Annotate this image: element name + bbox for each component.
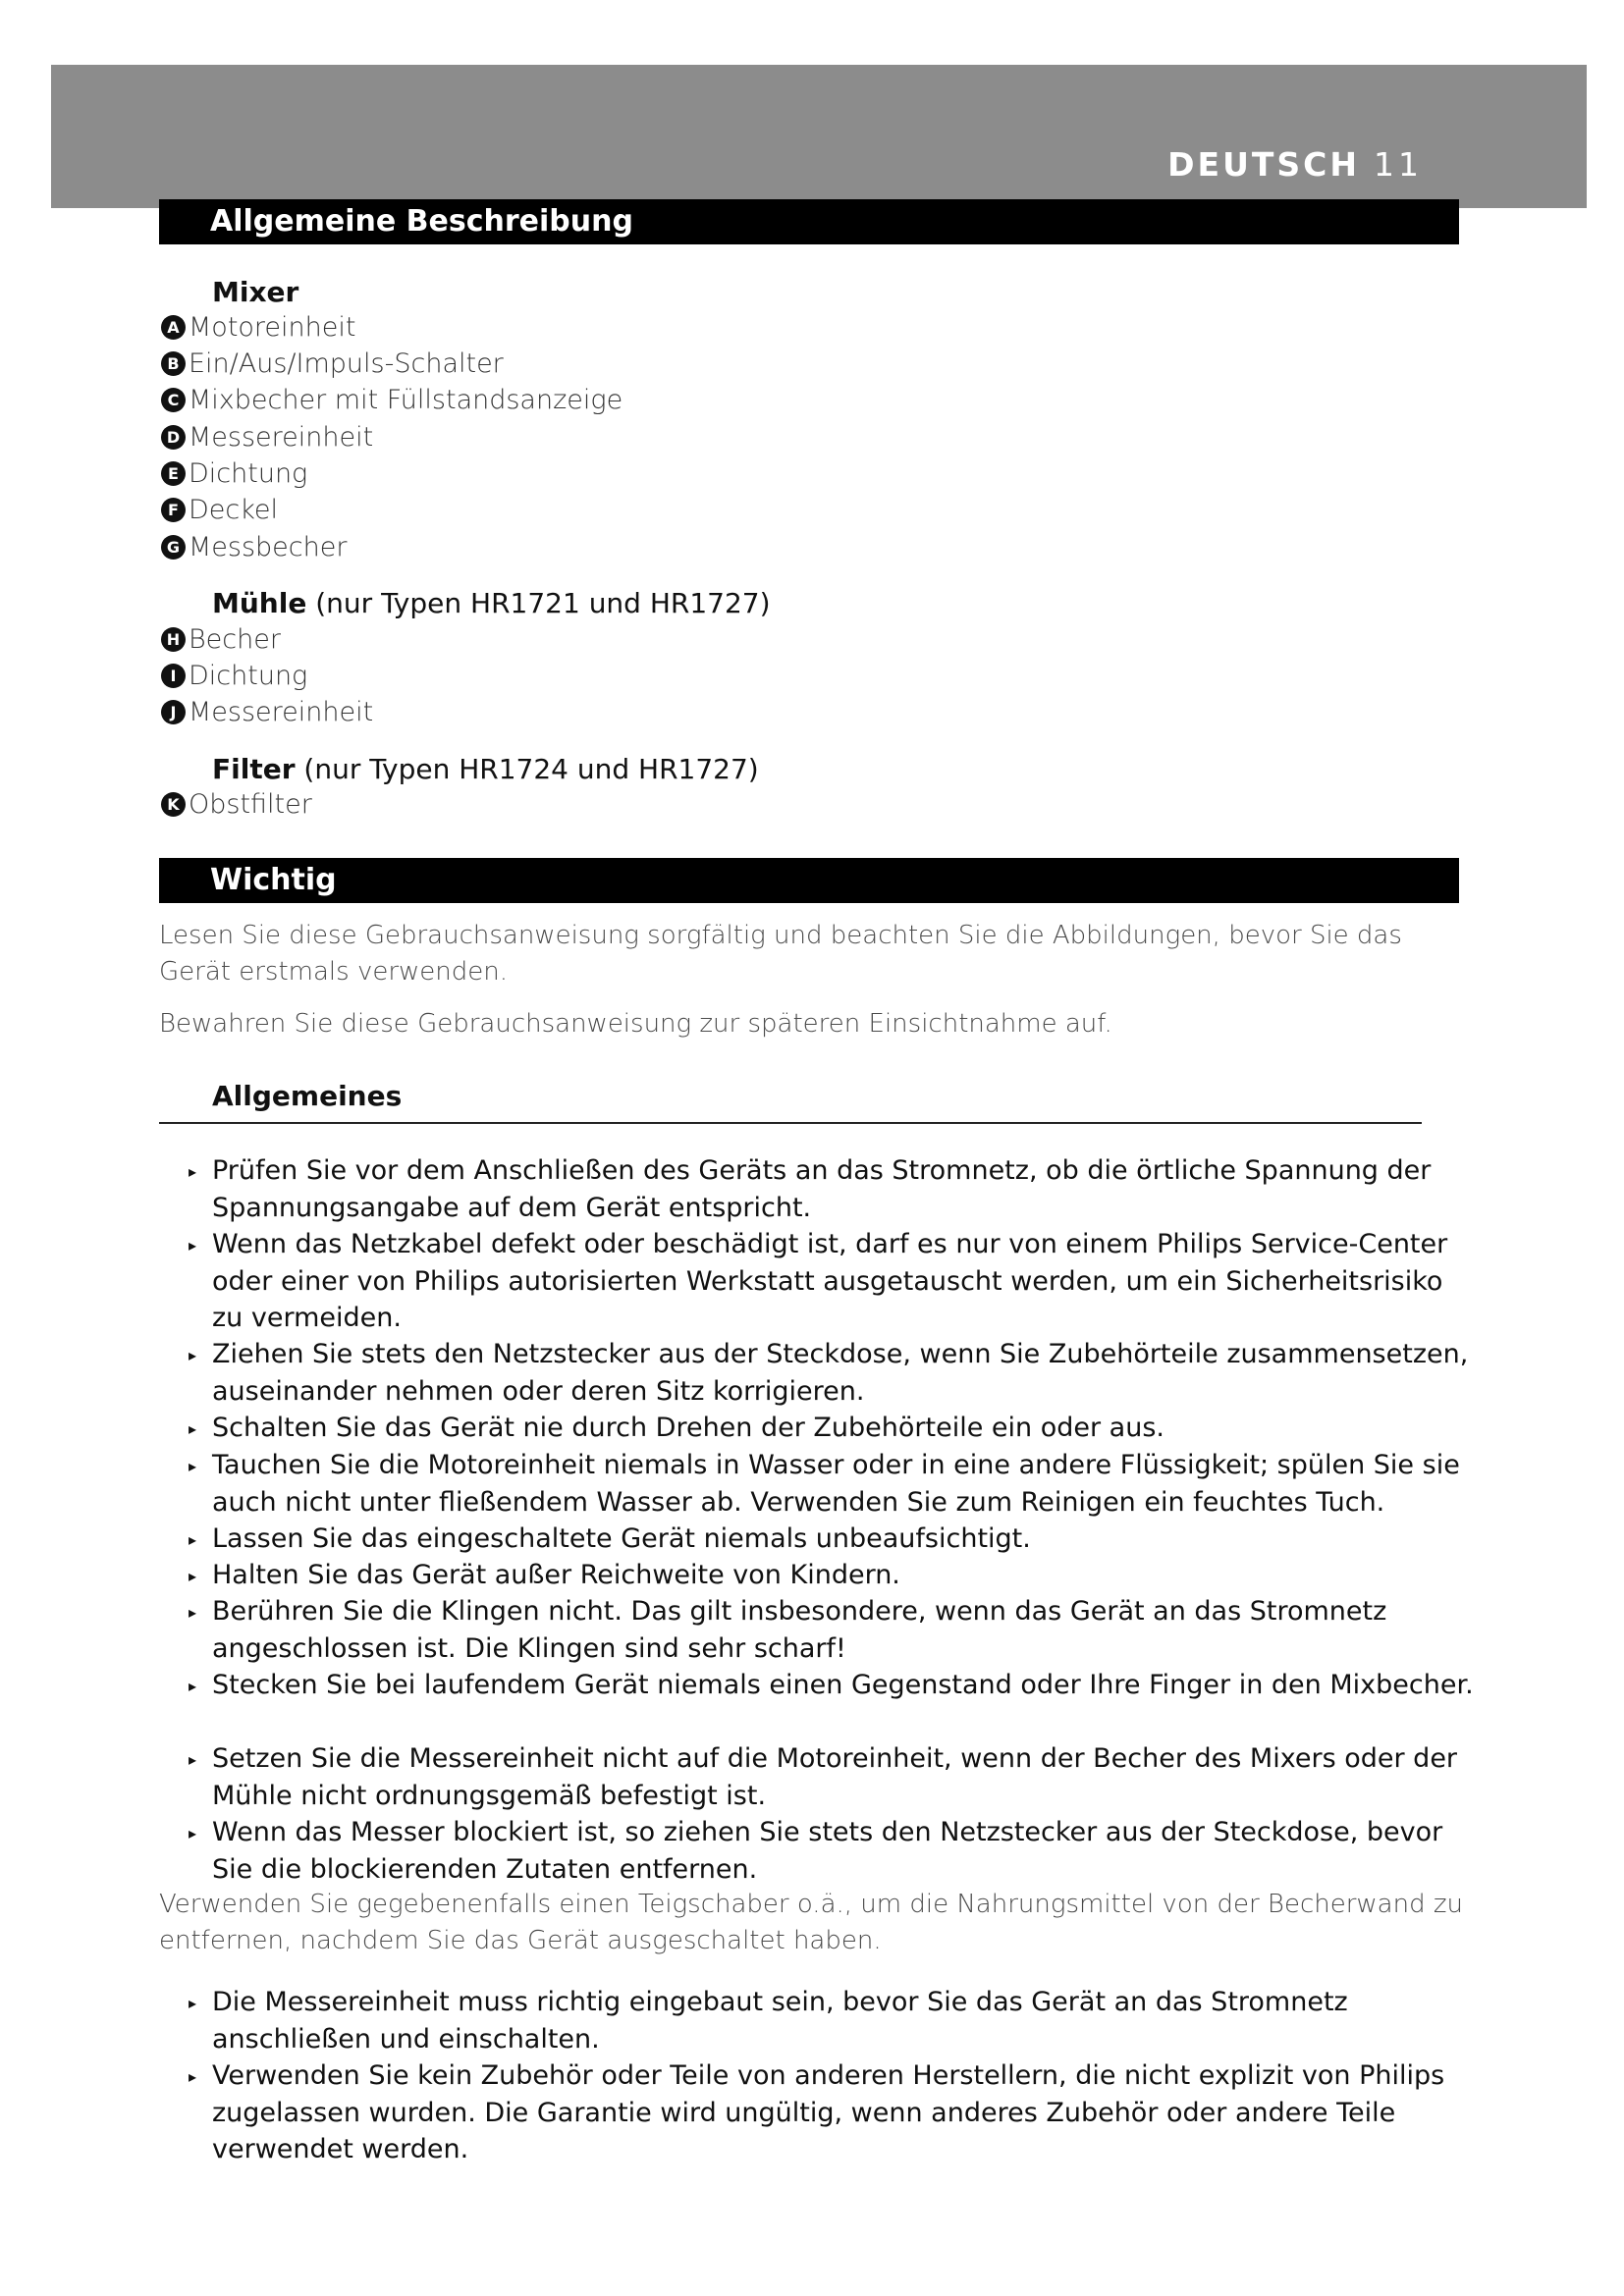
bullet-icon: ▸	[189, 1994, 197, 2012]
list-item	[161, 697, 373, 727]
note-paragraph: Verwenden Sie gegebenenfalls einen Teigschaber o.ä., um die Nahrungsmittel von der Becherwand zu entfernen, nachdem Sie das Gerät ausgeschaltet haben.	[159, 1890, 1463, 1955]
list-item	[161, 348, 504, 379]
section-bar-general-description: Allgemeine Beschreibung	[159, 199, 1459, 244]
mixer-heading: Mixer	[212, 276, 299, 308]
list-item	[161, 385, 623, 415]
general-heading: Allgemeines	[212, 1080, 403, 1112]
item-label: Messereinheit	[189, 422, 374, 453]
bullet-item: ▸ Lassen Sie das eingeschaltete Gerät niemals unbeaufsichtigt.	[159, 1521, 1475, 1558]
filter-heading: Filter (nur Typen HR1724 und HR1727)	[212, 753, 759, 785]
letter-badge-icon: I	[161, 664, 186, 688]
bullet-icon: ▸	[189, 1750, 197, 1769]
item-label: Becher	[189, 624, 281, 655]
bullet-item: ▸ Verwenden Sie kein Zubehör oder Teile von anderen Herstellern, die nicht explizit von Philips zugelassen wurden. Die Garantie wird ungültig, wenn anderes Zubehör oder andere Teile verwendet werden.	[189, 2060, 1445, 2164]
list-item	[161, 532, 347, 562]
section-bar-important: Wichtig	[159, 858, 1459, 903]
list-item	[161, 789, 312, 820]
header-band	[51, 65, 1587, 208]
list-item	[161, 495, 278, 525]
bullet-item: ▸ Prüfen Sie vor dem Anschließen des Geräts an das Stromnetz, ob die örtliche Spannung der Spannungsangabe auf dem Gerät entspricht.	[189, 1155, 1432, 1223]
letter-badge-icon: B	[161, 351, 186, 376]
bullet-item: ▸ Wenn das Messer blockiert ist, so ziehen Sie stets den Netzstecker aus der Steckdose, bevor Sie die blockierenden Zutaten entfernen.	[189, 1817, 1443, 1885]
divider	[159, 1122, 1422, 1124]
item-label: Obstfilter	[189, 789, 312, 820]
language-label: DEUTSCH	[1167, 145, 1360, 184]
letter-badge-icon: D	[161, 425, 186, 450]
intro-paragraph-2: Bewahren Sie diese Gebrauchsanweisung zur späteren Einsichtnahme auf.	[159, 1009, 1112, 1039]
bullet-item: ▸ Wenn das Netzkabel defekt oder beschädigt ist, darf es nur von einem Philips Service-Center oder einer von Philips autorisierten Werkstatt ausgetauscht werden, um ein Sicherheitsrisiko zu vermeiden.	[189, 1229, 1448, 1333]
letter-badge-icon: H	[161, 627, 186, 652]
bullet-item: ▸ Schalten Sie das Gerät nie durch Drehen der Zubehörteile ein oder aus.	[159, 1410, 1475, 1447]
bullet-icon: ▸	[189, 1419, 197, 1438]
letter-badge-icon: C	[161, 388, 186, 412]
letter-badge-icon: K	[161, 792, 186, 817]
item-label: Messereinheit	[189, 697, 374, 727]
bullet-icon: ▸	[189, 1457, 197, 1475]
item-label: Mixbecher mit Füllstandsanzeige	[189, 385, 623, 415]
bullet-icon: ▸	[189, 1162, 197, 1181]
header-label	[1167, 145, 1423, 184]
item-label: Motoreinheit	[189, 312, 356, 343]
bullet-icon: ▸	[189, 2067, 197, 2086]
list-item	[161, 422, 373, 453]
item-label: Dichtung	[189, 458, 308, 489]
bullet-icon: ▸	[189, 1567, 197, 1585]
bullet-item: ▸ Setzen Sie die Messereinheit nicht auf die Motoreinheit, wenn der Becher des Mixers oder der Mühle nicht ordnungsgemäß befestigt ist.	[189, 1743, 1458, 1811]
bullet-icon: ▸	[189, 1824, 197, 1842]
intro-paragraph: Lesen Sie diese Gebrauchsanweisung sorgfältig und beachten Sie die Abbildungen, bevor Sie das Gerät erstmals verwenden.	[159, 921, 1402, 987]
bullet-item: ▸ Die Messereinheit muss richtig eingebaut sein, bevor Sie das Gerät an das Stromnetz anschließen und einschalten.	[189, 1987, 1348, 2055]
bullet-item: ▸ Tauchen Sie die Motoreinheit niemals in Wasser oder in eine andere Flüssigkeit; spülen Sie sie auch nicht unter fließendem Wasser ab. Verwenden Sie zum Reinigen ein feuchtes Tuch.	[189, 1450, 1460, 1518]
bullet-icon: ▸	[189, 1677, 197, 1695]
bullet-icon: ▸	[189, 1530, 197, 1549]
letter-badge-icon: A	[161, 315, 186, 340]
list-item	[161, 458, 307, 489]
list-item	[161, 661, 307, 691]
bullet-icon: ▸	[189, 1346, 197, 1364]
letter-badge-icon: F	[161, 498, 186, 522]
letter-badge-icon: J	[161, 700, 186, 724]
bullet-icon: ▸	[189, 1236, 197, 1255]
muehle-heading: Mühle (nur Typen HR1721 und HR1727)	[212, 587, 771, 619]
bullet-item: ▸ Stecken Sie bei laufendem Gerät niemals einen Gegenstand oder Ihre Finger in den Mixbecher.	[159, 1667, 1475, 1704]
bullet-item: ▸ Ziehen Sie stets den Netzstecker aus der Steckdose, wenn Sie Zubehörteile zusammensetzen, auseinander nehmen oder deren Sitz korrigieren.	[189, 1339, 1469, 1407]
item-label: Messbecher	[189, 532, 348, 562]
letter-badge-icon: E	[161, 461, 186, 486]
list-item	[161, 312, 355, 343]
item-label: Ein/Aus/Impuls-Schalter	[189, 348, 504, 379]
bullet-item: ▸ Halten Sie das Gerät außer Reichweite von Kindern.	[159, 1557, 1475, 1594]
item-label: Dichtung	[189, 661, 308, 691]
page-number: 11	[1374, 145, 1423, 184]
item-label: Deckel	[189, 495, 279, 525]
bullet-item: ▸ Berühren Sie die Klingen nicht. Das gilt insbesondere, wenn das Gerät an das Stromnetz angeschlossen ist. Die Klingen sind sehr scharf!	[189, 1596, 1387, 1664]
letter-badge-icon: G	[161, 535, 186, 560]
list-item	[161, 624, 281, 655]
bullet-icon: ▸	[189, 1603, 197, 1622]
